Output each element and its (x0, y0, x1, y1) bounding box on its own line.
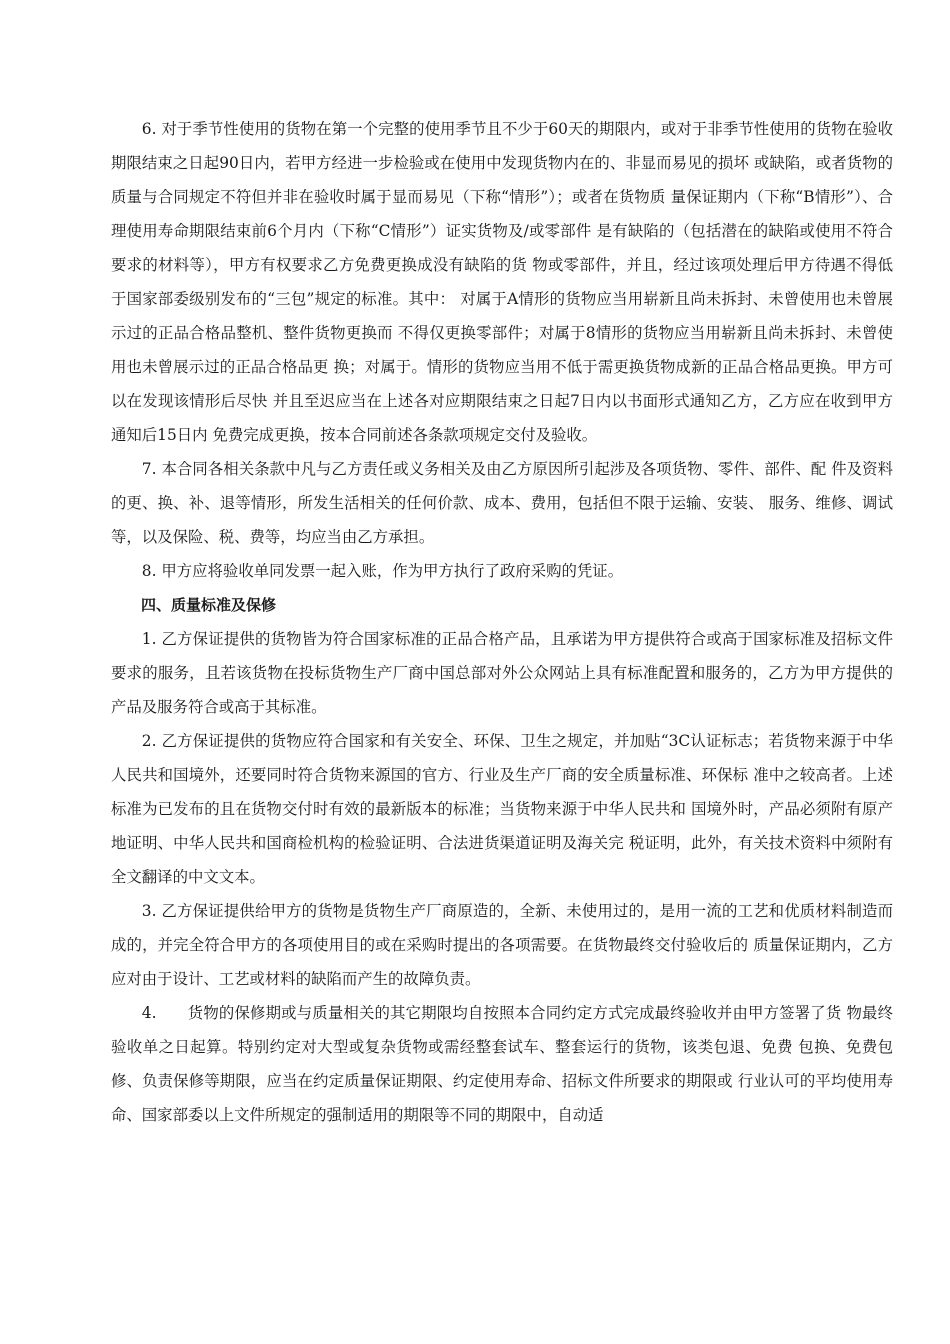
quality-clause-3: 3. 乙方保证提供给甲方的货物是货物生产厂商原造的，全新、未使用过的，是用一流的工艺和优质材料制造而成的，并完全符合甲方的各项使用目的或在采购时提出的各项需要。在货物最终交付验收后的 质量保证期内，乙方应对由于设计、工艺或材料的缺陷而产生的故障负责。 (111, 902, 893, 988)
clause-7: 7. 本合同各相关条款中凡与乙方责任或义务相关及由乙方原因所引起涉及各项货物、零件、部件、配 件及资料的更、换、补、退等情形，所发生活相关的任何价款、成本、费用，包括但不限于运输、安装、 服务、维修、调试等，以及保险、税、费等，均应当由乙方承担。 (111, 460, 893, 546)
clause-8: 8. 甲方应将验收单同发票一起入账，作为甲方执行了政府采购的凭证。 (141, 562, 624, 580)
section-heading: 四、质量标准及保修 (141, 596, 277, 614)
quality-clause-4: 4. 货物的保修期或与质量相关的其它期限均自按照本合同约定方式完成最终验收并由甲方签署了货 物最终验收单之日起算。特别约定对大型或复杂货物或需经整套试车、整套运行的货物，该类包退、免费 包换、免费包修、负责保修等期限，应当在约定质量保证期限、约定使用寿命、招标文件所要求的期限或 行业认可的平均使用寿命、国家部委以上文件所规定的强制适用的期限等不同的期限中，自动适 (111, 1004, 893, 1124)
document-body (111, 112, 893, 1132)
quality-clause-2: 2. 乙方保证提供的货物应符合国家和有关安全、环保、卫生之规定，并加贴“3C认证标志；若货物来源于中华人民共和国境外，还要同时符合货物来源国的官方、行业及生产厂商的安全质量标准、环保标 准中之较高者。上述标准为已发布的且在货物交付时有效的最新版本的标准；当货物来源于中华人民共和 国境外时，产品必须附有原产地证明、中华人民共和国商检机构的检验证明、合法进货渠道证明及海关完 税证明，此外，有关技术资料中须附有全文翻译的中文文本。 (111, 732, 893, 886)
clause-6: 6. 对于季节性使用的货物在第一个完整的使用季节且不少于60天的期限内，或对于非季节性使用的货物在验收期限结束之日起90日内，若甲方经进一步检验或在使用中发现货物内在的、非显而易见的损坏 或缺陷，或者货物的质量与合同规定不符但并非在验收时属于显而易见（下称“情形”）；或者在货物质 量保证期内（下称“B情形”）、合理使用寿命期限结束前6个月内（下称“C情形”）证实货物及/或零部件 是有缺陷的（包括潜在的缺陷或使用不符合要求的材料等），甲方有权要求乙方免费更换成没有缺陷的货 物或零部件，并且，经过该项处理后甲方待遇不得低于国家部委级别发布的“三包”规定的标准。其中： 对属于A情形的货物应当用崭新且尚未拆封、未曾使用也未曾展示过的正品合格品整机、整件货物更换而 不得仅更换零部件；对属于8情形的货物应当用崭新且尚未拆封、未曾使用也未曾展示过的正品合格品更 换；对属于。情形的货物应当用不低于需更换货物成新的正品合格品更换。甲方可以在发现该情形后尽快 并且至迟应当在上述各对应期限结束之日起7日内以书面形式通知乙方，乙方应在收到甲方通知后15日内 免费完成更换，按本合同前述各条款项规定交付及验收。 (111, 120, 893, 444)
quality-clause-1: 1. 乙方保证提供的货物皆为符合国家标准的正品合格产品，且承诺为甲方提供符合或高于国家标准及招标文件要求的服务，且若该货物在投标货物生产厂商中国总部对外公众网站上具有标准配置和服务的，乙方为甲方提供的产品及服务符合或高于其标准。 (111, 630, 893, 716)
